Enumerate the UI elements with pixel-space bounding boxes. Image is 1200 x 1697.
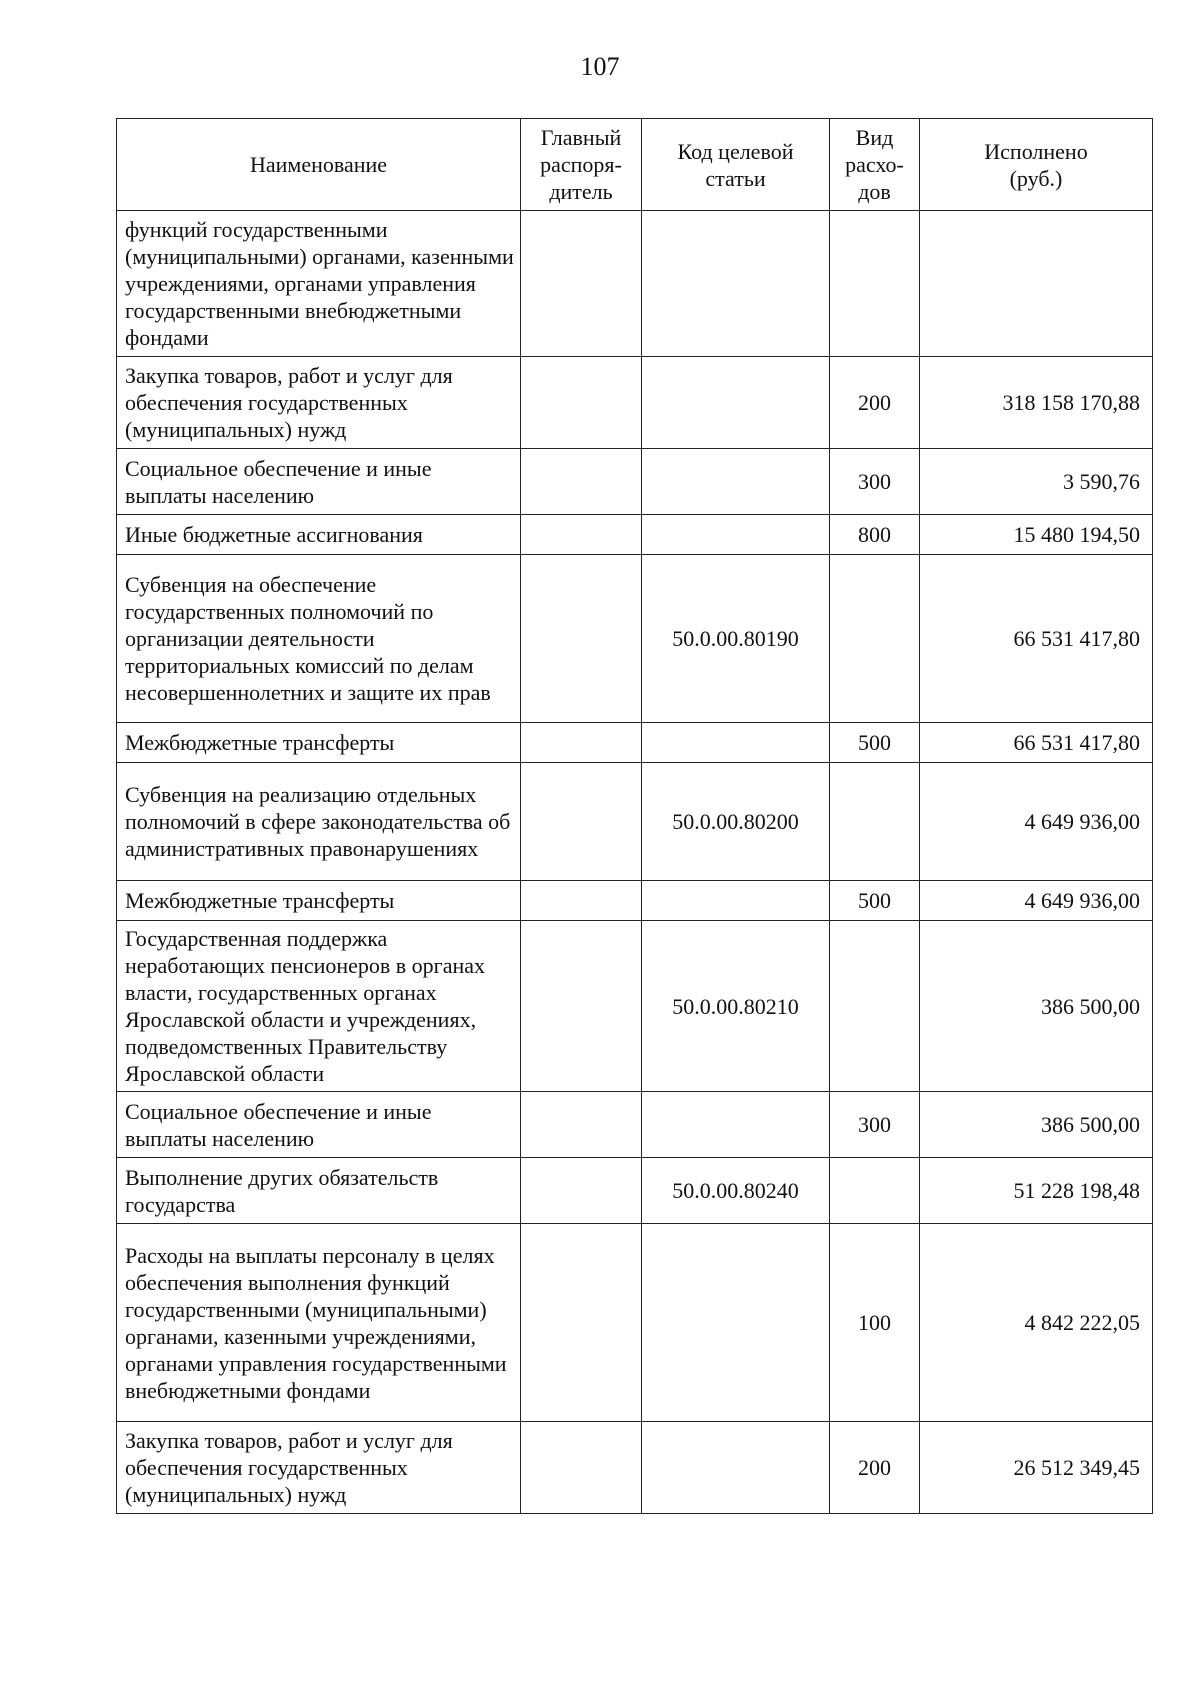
row-expense-type [830,1158,920,1224]
row-name: Расходы на выплаты персоналу в целях обеспечения выполнения функций государственными (муниципальными) органами, казенными учреждениями, органами управления государственными внебюджетными фондами [117,1224,521,1422]
row-target-code [642,515,830,555]
row-expense-type [830,921,920,1092]
budget-table [116,118,1153,1514]
row-manager [521,357,642,449]
table-row [117,921,1153,1092]
row-target-code: 50.0.00.80200 [642,763,830,881]
page-number: 107 [580,52,620,81]
row-target-code [642,357,830,449]
row-name: Субвенция на обеспечение государственных полномочий по организации деятельности территориальных комиссий по делам несовершеннолетних и защите их прав [117,555,521,723]
table-row [117,763,1153,881]
row-manager [521,1158,642,1224]
row-expense-type: 200 [830,357,920,449]
row-name: Иные бюджетные ассигнования [117,515,521,555]
table-row [117,449,1153,515]
row-target-code: 50.0.00.80240 [642,1158,830,1224]
table-header-row [117,119,1153,211]
row-amount: 318 158 170,88 [920,357,1153,449]
row-manager [521,449,642,515]
row-amount: 66 531 417,80 [920,555,1153,723]
row-amount: 386 500,00 [920,921,1153,1092]
row-expense-type: 300 [830,1092,920,1158]
row-expense-type [830,763,920,881]
table-row [117,357,1153,449]
table-row [117,555,1153,723]
row-manager [521,921,642,1092]
row-amount: 51 228 198,48 [920,1158,1153,1224]
row-name: Социальное обеспечение и иные выплаты населению [117,449,521,515]
row-target-code: 50.0.00.80210 [642,921,830,1092]
row-name: Субвенция на реализацию отдельных полномочий в сфере законодательства об административных правонарушениях [117,763,521,881]
row-amount: 66 531 417,80 [920,723,1153,763]
row-expense-type: 100 [830,1224,920,1422]
row-target-code [642,449,830,515]
row-target-code: 50.0.00.80190 [642,555,830,723]
header-expense-type: Вид расхо-дов [830,119,920,211]
row-target-code [642,1224,830,1422]
table-row [117,211,1153,357]
row-name: Государственная поддержка неработающих пенсионеров в органах власти, государственных органах Ярославской области и учреждениях, подведомственных Правительству Ярославской области [117,921,521,1092]
row-target-code [642,881,830,921]
row-amount: 3 590,76 [920,449,1153,515]
row-name: Социальное обеспечение и иные выплаты населению [117,1092,521,1158]
row-name: функций государственными (муниципальными) органами, казенными учреждениями, органами управления государственными внебюджетными фондами [117,211,521,357]
row-expense-type: 500 [830,723,920,763]
row-amount: 15 480 194,50 [920,515,1153,555]
row-amount: 4 842 222,05 [920,1224,1153,1422]
table-row [117,881,1153,921]
row-target-code [642,723,830,763]
row-name: Выполнение других обязательств государства [117,1158,521,1224]
row-target-code [642,1092,830,1158]
row-expense-type [830,211,920,357]
row-target-code [642,211,830,357]
row-expense-type: 800 [830,515,920,555]
table-row [117,1422,1153,1514]
table-row [117,723,1153,763]
row-amount [920,211,1153,357]
header-name: Наименование [117,119,521,211]
row-amount: 26 512 349,45 [920,1422,1153,1514]
row-manager [521,555,642,723]
row-amount: 4 649 936,00 [920,881,1153,921]
table-row [117,1224,1153,1422]
table-row [117,515,1153,555]
row-manager [521,881,642,921]
row-amount: 386 500,00 [920,1092,1153,1158]
row-expense-type: 200 [830,1422,920,1514]
row-expense-type [830,555,920,723]
row-amount: 4 649 936,00 [920,763,1153,881]
row-expense-type: 500 [830,881,920,921]
header-target-code: Код целевой статьи [642,119,830,211]
row-name: Межбюджетные трансферты [117,723,521,763]
header-manager: Главный распоря-дитель [521,119,642,211]
row-manager [521,723,642,763]
row-expense-type: 300 [830,449,920,515]
row-manager [521,1422,642,1514]
row-name: Закупка товаров, работ и услуг для обеспечения государственных (муниципальных) нужд [117,357,521,449]
row-name: Закупка товаров, работ и услуг для обеспечения государственных (муниципальных) нужд [117,1422,521,1514]
row-manager [521,1092,642,1158]
table-row [117,1092,1153,1158]
row-manager [521,763,642,881]
row-manager [521,515,642,555]
table-row [117,1158,1153,1224]
row-manager [521,211,642,357]
row-name: Межбюджетные трансферты [117,881,521,921]
row-manager [521,1224,642,1422]
header-executed: Исполнено (руб.) [920,119,1153,211]
row-target-code [642,1422,830,1514]
